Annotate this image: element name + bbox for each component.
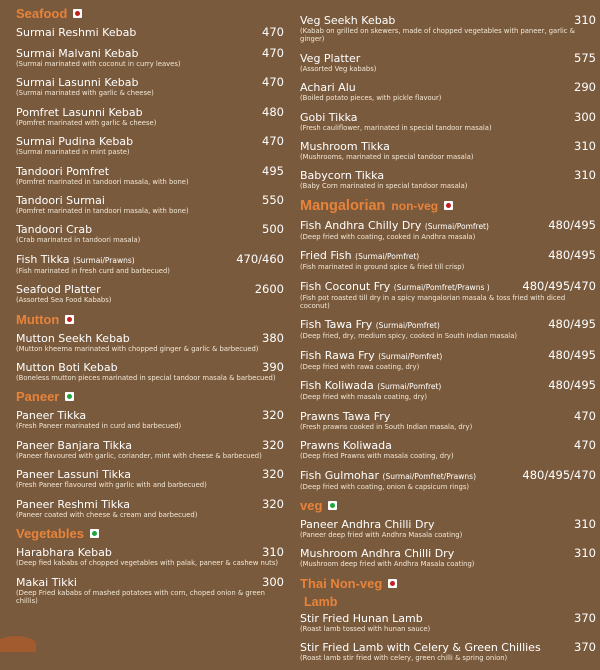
dish-price: 310	[262, 545, 284, 560]
dish-description: (Mushroom deep fried with Andhra Masala coating)	[300, 560, 475, 569]
menu-item-row	[16, 75, 284, 89]
dish-description: (Paneer coated with cheese & cream and barbecued)	[16, 510, 198, 519]
menu-item	[16, 105, 284, 127]
dish-name: Mutton Boti Kebab	[16, 361, 118, 375]
dish-description: (Deep fried with masala coating, dry)	[300, 393, 428, 402]
menu-item-row	[300, 517, 596, 531]
menu-item	[300, 80, 596, 102]
menu-item	[300, 546, 596, 568]
dish-name-wrap	[300, 14, 395, 27]
dish-name: Surmai Malvani Kebab	[16, 47, 139, 60]
dish-price: 470	[574, 408, 596, 423]
menu-item	[300, 348, 596, 371]
dish-price: 320	[262, 437, 284, 452]
menu-item	[16, 331, 284, 353]
dish-name: Fish Gulmohar	[300, 468, 380, 482]
section-subtitle: non-veg	[391, 198, 439, 213]
vegetables-heading	[16, 526, 284, 541]
dish-name: Stir Fried Lamb with Celery & Green Chillies	[300, 641, 541, 655]
veg-heading	[300, 498, 596, 513]
dish-description: (Pomfret marinated in tandoori masala, with bone)	[16, 207, 189, 216]
section-title: veg	[300, 497, 323, 513]
menu-item	[16, 75, 284, 97]
menu-item-row	[16, 467, 284, 481]
dish-name-wrap	[16, 332, 130, 345]
dish-price: 480/495	[548, 378, 596, 393]
menu-item	[16, 497, 284, 519]
dish-note: (Surmai/Pomfret)	[355, 252, 420, 262]
menu-item	[300, 409, 596, 431]
non-veg-icon	[65, 315, 74, 324]
mutton-list	[16, 331, 284, 383]
dish-name-wrap	[300, 469, 476, 483]
dish-name: Paneer Banjara Tikka	[16, 438, 132, 452]
dish-description: (Mushrooms, marinated in special tandoor masala)	[300, 153, 474, 162]
menu-item-row	[16, 360, 284, 374]
menu-item	[300, 168, 596, 190]
mutton-heading	[16, 312, 284, 327]
dish-price: 310	[574, 546, 596, 561]
dish-price: 370	[574, 610, 596, 625]
menu-item-row	[300, 218, 596, 233]
dish-price: 300	[574, 109, 596, 124]
dish-name-wrap	[16, 135, 133, 148]
dish-name-wrap	[16, 165, 109, 178]
dish-name-wrap	[16, 26, 136, 39]
menu-item	[16, 164, 284, 186]
section-title: Thai Non-veg	[300, 575, 383, 591]
menu-item-row	[16, 575, 284, 589]
dish-price: 320	[262, 467, 284, 482]
dish-name: Mutton Seekh Kebab	[16, 331, 130, 345]
dish-price: 310	[574, 13, 596, 27]
dish-price: 290	[574, 80, 596, 95]
dish-name-wrap	[300, 612, 423, 625]
dish-price: 470	[262, 46, 284, 60]
dish-price: 370	[574, 640, 596, 655]
dish-name: Mushroom Tikka	[300, 140, 390, 154]
dish-name-wrap	[16, 76, 139, 89]
dish-description: (Crab marinated in tandoori masala)	[16, 236, 141, 245]
dish-description: (Assorted Sea Food Kababs)	[16, 296, 112, 305]
dish-description: (Fish marinated in ground spice & fried till crisp)	[300, 263, 465, 272]
menu-item-row	[16, 408, 284, 422]
dish-name-wrap	[300, 280, 490, 294]
lamb-subheading: Lamb	[304, 594, 338, 609]
dish-name-wrap	[300, 349, 442, 363]
dish-price: 470	[262, 25, 284, 39]
menu-item	[300, 279, 596, 311]
dish-description: (Deep fried with coating, cooked in Andhra masala)	[300, 232, 476, 241]
dish-description: (Fresh prawns cooked in South Indian masala, dry)	[300, 422, 473, 431]
paneer-heading	[16, 389, 284, 404]
dish-name: Gobi Tikka	[300, 110, 358, 124]
dish-price: 495	[262, 163, 284, 178]
menu-item-row	[16, 331, 284, 345]
menu-item-row	[16, 282, 284, 296]
menu-item	[300, 218, 596, 241]
dish-name-wrap	[300, 140, 390, 153]
dish-name-wrap	[300, 547, 454, 560]
menu-item	[16, 545, 284, 567]
menu-item	[16, 222, 284, 244]
menu-item-row	[300, 348, 596, 363]
menu-item	[300, 317, 596, 340]
section-title: Paneer	[16, 389, 60, 405]
dish-name: Achari Alu	[300, 81, 356, 95]
menu-item-row	[300, 139, 596, 153]
menu-item-row	[16, 164, 284, 178]
dish-name-wrap	[300, 379, 441, 393]
seafood-list	[16, 25, 284, 305]
dish-name-wrap	[16, 283, 101, 296]
dish-name: Tandoori Surmai	[16, 194, 105, 208]
menu-item-row	[300, 378, 596, 393]
menu-item-row	[300, 409, 596, 423]
dish-description: (Paneer deep fried with Andhra Masala coating)	[300, 530, 463, 539]
dish-name-wrap	[16, 361, 118, 374]
dish-name-wrap	[300, 111, 358, 124]
menu-item	[16, 438, 284, 460]
dish-name-wrap	[300, 52, 360, 65]
section-title: Vegetables	[16, 526, 84, 542]
dish-name-wrap	[16, 439, 132, 452]
dish-name-wrap	[16, 47, 139, 60]
dish-description: (Paneer flavoured with garlic, coriander, mint with cheese & barbecued)	[16, 451, 262, 460]
menu-item-row	[16, 193, 284, 207]
dish-name-wrap	[300, 318, 440, 332]
dish-name-wrap	[16, 223, 92, 236]
dish-price: 480/495/470	[522, 278, 596, 293]
menu-item	[300, 51, 596, 73]
dish-name: Seafood Platter	[16, 283, 101, 297]
dish-description: (Mutton kheema marinated with chopped ginger & garlic & barbecued)	[16, 344, 259, 353]
dish-description: (Fish pot roasted till dry in a spicy mangalorian masala & toss fried with diced coconut)	[300, 293, 566, 311]
veg-icon	[328, 501, 337, 510]
menu-item	[300, 468, 596, 491]
dish-price: 480/495	[548, 248, 596, 263]
dish-price: 320	[262, 496, 284, 511]
dish-name: Fish Koliwada	[300, 379, 374, 393]
menu-item-row	[16, 134, 284, 148]
veg-list	[300, 517, 596, 569]
dish-name: Prawns Tawa Fry	[300, 409, 391, 423]
dish-description: (Boneless mutton pieces marinated in special tandoor masala & barbecued)	[16, 374, 276, 383]
dish-price: 470	[574, 438, 596, 453]
menu-item	[16, 46, 284, 68]
menu-item-row	[300, 13, 596, 27]
dish-description: (Deep fied kababs of chopped vegetables with palak, paneer & cashew nuts)	[16, 559, 279, 568]
dish-description: (Assorted Veg kababs)	[300, 64, 377, 73]
dish-price: 390	[262, 360, 284, 375]
menu-item	[300, 13, 596, 44]
dish-description: (Pomfret marinated with garlic & cheese)	[16, 118, 157, 127]
dish-price: 480	[262, 104, 284, 119]
dish-note: (Surmai/Pomfret)	[424, 221, 489, 231]
menu-item	[16, 25, 284, 39]
dish-description: (Surmai marinated with garlic & cheese)	[16, 89, 154, 98]
dish-note: (Surmai/Pomfret)	[378, 351, 443, 361]
dish-price: 480/495/470	[522, 467, 596, 482]
dish-name-wrap	[16, 468, 131, 481]
dish-name-wrap	[300, 81, 356, 94]
dish-name: Fish Tikka	[16, 252, 70, 266]
dish-price: 480/495	[548, 317, 596, 332]
menu-item-row	[300, 168, 596, 182]
dish-price: 310	[574, 516, 596, 531]
dish-description: (Pomfret marinated in tandoori masala, with bone)	[16, 177, 189, 186]
dish-name: Paneer Tikka	[16, 409, 87, 423]
dish-name-wrap	[16, 576, 77, 589]
dish-name: Paneer Reshmi Tikka	[16, 497, 131, 511]
mangalorian-list	[300, 218, 596, 491]
vegetables-list	[16, 545, 284, 605]
dish-name-wrap	[16, 106, 143, 119]
dish-price: 550	[262, 193, 284, 208]
dish-name-wrap	[16, 253, 135, 267]
dish-price: 310	[574, 139, 596, 154]
non-veg-icon	[444, 201, 453, 210]
leaf-decoration	[0, 636, 36, 652]
menu-item-row	[300, 248, 596, 263]
dish-name-wrap	[300, 249, 419, 263]
dish-note: (Surmai/Pomfret)	[377, 382, 442, 392]
dish-description: (Baby Corn marinated in special tandoor masala)	[300, 182, 468, 191]
dish-description: (Roast lamb stir fried with celery, green chilli & spring onion)	[300, 654, 508, 663]
dish-description: (Boiled potato pieces, with pickle flavour)	[300, 94, 442, 103]
dish-description: (Roast lamb tossed with hunan sauce)	[300, 624, 431, 633]
dish-name: Surmai Lasunni Kebab	[16, 76, 139, 90]
dish-name: Paneer Lassuni Tikka	[16, 468, 131, 482]
veg-icon	[90, 529, 99, 538]
dish-description: (Deep fried, dry, medium spicy, cooked in South Indian masala)	[300, 332, 518, 341]
menu-item-row	[300, 80, 596, 94]
menu-item-row	[16, 222, 284, 236]
dish-name-wrap	[300, 439, 392, 452]
dish-name-wrap	[300, 410, 390, 423]
dish-price: 470/460	[236, 251, 284, 266]
veg-icon	[65, 392, 74, 401]
menu-item	[300, 640, 596, 662]
dish-name-wrap	[16, 194, 105, 207]
menu-item	[16, 134, 284, 156]
dish-price: 2600	[254, 282, 284, 297]
dish-name: Fish Tawa Fry	[300, 318, 373, 332]
dish-name: Tandoori Pomfret	[16, 164, 110, 178]
dish-price: 300	[262, 574, 284, 589]
dish-description: (Fresh Paneer flavoured with garlic with and barbecued)	[16, 481, 207, 490]
menu-item-row	[16, 252, 284, 267]
menu-item-row	[300, 279, 596, 294]
dish-name-wrap	[16, 546, 112, 559]
menu-item	[300, 110, 596, 132]
menu-item	[16, 282, 284, 304]
mangalorian-heading	[300, 198, 596, 214]
dish-description: (Fish marinated in fresh curd and barbecued)	[16, 266, 170, 275]
dish-name-wrap	[300, 219, 489, 233]
dish-price: 470	[262, 75, 284, 90]
dish-name: Fish Coconut Fry	[300, 279, 391, 293]
menu-item	[300, 248, 596, 271]
menu-item	[16, 575, 284, 606]
dish-price: 310	[574, 168, 596, 183]
dish-name: Fish Rawa Fry	[300, 348, 375, 362]
dish-price: 480/495	[548, 347, 596, 362]
menu-item	[16, 193, 284, 215]
menu-item	[300, 438, 596, 460]
menu-item	[16, 408, 284, 430]
dish-name: Veg Seekh Kebab	[300, 14, 396, 27]
dish-price: 470	[262, 134, 284, 149]
dish-note: (Surmai/Prawns)	[73, 255, 135, 265]
menu-item-row	[16, 545, 284, 559]
menu-item	[300, 139, 596, 161]
menu-item-row	[300, 546, 596, 560]
section-title: Mangalorian	[300, 197, 386, 214]
dish-name: Makai Tikki	[16, 575, 77, 589]
menu-item-row	[300, 468, 596, 483]
dish-price: 320	[262, 408, 284, 423]
dish-price: 575	[574, 50, 596, 65]
right-column	[300, 13, 596, 670]
menu-item-row	[300, 438, 596, 452]
dish-price: 500	[262, 222, 284, 237]
dish-name: Stir Fried Hunan Lamb	[300, 611, 423, 625]
dish-price: 480/495	[548, 217, 596, 232]
left-column	[16, 4, 284, 612]
seafood-heading	[16, 6, 284, 21]
menu-item-row	[16, 105, 284, 119]
non-veg-icon	[388, 579, 397, 588]
menu-item	[300, 517, 596, 539]
section-title: Seafood	[16, 6, 68, 21]
dish-name: Harabhara Kebab	[16, 546, 112, 560]
dish-description: (Fresh cauliflower, marinated in special tandoor masala)	[300, 123, 492, 132]
dish-name-wrap	[16, 409, 86, 422]
thai-list	[300, 611, 596, 663]
menu-item	[300, 611, 596, 633]
paneer-list	[16, 408, 284, 519]
dish-name: Paneer Andhra Chilli Dry	[300, 517, 435, 531]
dish-name: Prawns Koliwada	[300, 439, 392, 453]
dish-name: Surmai Reshmi Kebab	[16, 26, 137, 39]
dish-description: (Kabab on grilled on skewers, made of chopped vegetables with paneer, garlic & ginger)	[300, 27, 575, 44]
dish-name-wrap	[16, 498, 130, 511]
dish-description: (Deep Fried kababs of mashed potatoes with corn, choped onion & green chillis)	[16, 588, 265, 605]
dish-price: 380	[262, 330, 284, 345]
dish-description: (Surmai marinated with coconut in curry leaves)	[16, 60, 181, 68]
menu-item-row	[300, 51, 596, 65]
dish-name: Fried Fish	[300, 249, 352, 263]
menu-item-row	[300, 110, 596, 124]
dish-name: Babycorn Tikka	[300, 169, 385, 183]
dish-name: Tandoori Crab	[16, 223, 93, 237]
dish-name: Mushroom Andhra Chilli Dry	[300, 547, 455, 561]
menu-item-row	[300, 317, 596, 332]
menu-item-row	[300, 640, 596, 654]
non-veg-icon	[73, 9, 82, 18]
menu-item-row	[16, 497, 284, 511]
dish-description: (Deep fried Prawns with masala coating, dry)	[300, 452, 454, 461]
menu-item	[16, 360, 284, 382]
dish-description: (Deep fried with rawa coating, dry)	[300, 362, 420, 371]
menu-item-row	[300, 611, 596, 625]
menu-item-row	[16, 438, 284, 452]
dish-name: Surmai Pudina Kebab	[16, 135, 134, 149]
dish-name: Pomfret Lasunni Kebab	[16, 105, 143, 119]
menu-item	[16, 252, 284, 275]
dish-description: (Fresh Paneer marinated in curd and barbecued)	[16, 422, 182, 431]
thai-heading	[300, 576, 596, 591]
section-title: Mutton	[16, 311, 60, 327]
menu-item	[16, 467, 284, 489]
dish-note: (Surmai/Pomfret)	[375, 321, 440, 331]
dish-name-wrap	[300, 169, 384, 182]
dish-name-wrap	[300, 518, 435, 531]
dish-name: Fish Andhra Chilly Dry	[300, 218, 422, 232]
dish-note: (Surmai/Pomfret/Prawns)	[382, 471, 477, 481]
dish-description: (Deep fried with coating, onion & capsicum rings)	[300, 482, 470, 491]
menu-item-row	[16, 46, 284, 60]
menu-item	[300, 378, 596, 401]
menu-item-row	[16, 25, 284, 39]
veg-tandoor-list	[300, 13, 596, 191]
dish-description: (Surmai marinated in mint paste)	[16, 148, 130, 157]
dish-name: Veg Platter	[300, 51, 361, 65]
dish-note: (Surmai/Pomfret/Prawns )	[393, 282, 490, 292]
